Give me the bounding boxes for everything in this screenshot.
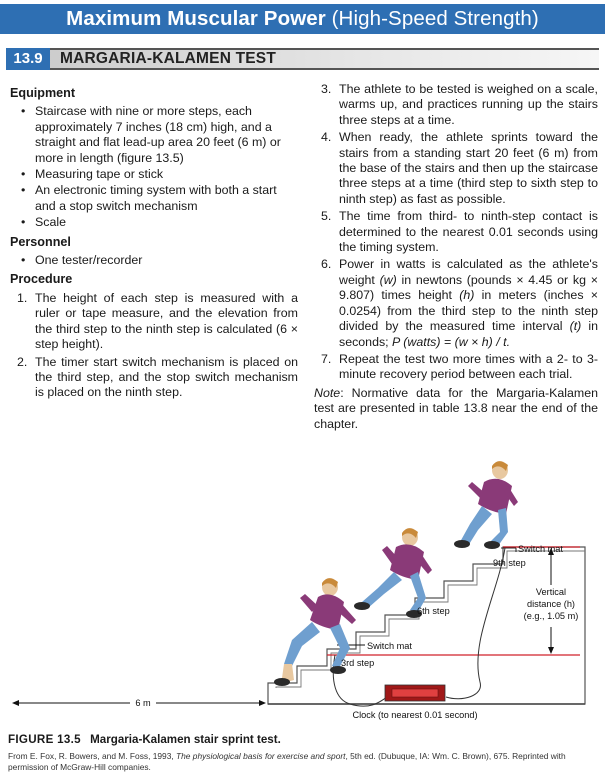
section-title: MARGARIA-KALAMEN TEST xyxy=(60,50,277,67)
personnel-list xyxy=(10,253,298,268)
label-3rd-step: 3rd step xyxy=(341,658,375,668)
stair-diagram xyxy=(0,452,605,722)
runner-figure-3 xyxy=(454,461,518,549)
personnel-item: • One tester/recorder xyxy=(10,253,298,268)
power-formula: P (watts) = (w × h) / t. xyxy=(392,334,511,349)
label-distance-h: distance (h) xyxy=(526,599,576,609)
procedure-step: 2. The timer start switch mechanism is placed on the third step, and the stop switch mechanism is placed on the ninth step. xyxy=(17,354,298,400)
procedure-heading: Procedure xyxy=(10,272,73,287)
label-6m: 6 m xyxy=(135,698,151,708)
label-switch-mat-bottom: Switch mat xyxy=(367,641,412,651)
procedure-list-left xyxy=(10,291,298,401)
figure-credit: From E. Fox, R. Bowers, and M. Foss, 1993, The physiological basis for exercise and sport, 5th ed. (Dubuque, IA: Wm. C. Brown), 675. Reprinted with permission of McGraw-Hill companies. xyxy=(8,751,566,772)
figure-caption xyxy=(8,733,598,746)
figure-13-5 xyxy=(0,452,605,722)
runner-figure-2 xyxy=(354,528,432,618)
equipment-item: • An electronic timing system with both a start and a stop switch mechanism xyxy=(10,183,298,214)
left-column xyxy=(10,82,298,403)
right-column xyxy=(314,82,598,432)
figure-label: FIGURE 13.5 xyxy=(8,733,81,746)
procedure-step: 1. The height of each step is measured with a ruler or tape measure, and the elevation from the third step to the ninth step is calculated (6 × step height). xyxy=(17,290,298,352)
figure-caption-text: Margaria-Kalamen stair sprint test. xyxy=(90,733,281,746)
chapter-title: Maximum Muscular Power xyxy=(66,7,326,30)
book-title: The physiological basis for exercise and sport xyxy=(176,751,346,761)
procedure-step: 3. The athlete to be tested is weighed on a scale, warms up, and practices running up the stairs three steps at a time. xyxy=(321,82,598,127)
label-6th-step: 6th step xyxy=(417,606,450,616)
section-number: 13.9 xyxy=(6,48,50,70)
equipment-list xyxy=(10,104,298,230)
label-example-distance: (e.g., 1.05 m) xyxy=(523,611,579,621)
equipment-item: • Measuring tape or stick xyxy=(10,167,298,182)
procedure-step: 4. When ready, the athlete sprints toward the stairs from a standing start 20 feet (6 m) from the base of the stairs and then up the staircase three steps at a time (third step to sixth step to ninth step) as fast as possible. xyxy=(321,130,598,206)
equipment-item: • Scale xyxy=(10,215,298,230)
label-switch-mat-top: Switch mat xyxy=(518,544,563,554)
equipment-item: • Staircase with nine or more steps, each approximately 7 inches (18 cm) high, and a straight and flat lead-up area 20 feet (6 m) or more in length (figure 13.5) xyxy=(10,104,298,166)
timer-clock xyxy=(385,685,445,701)
procedure-step: 7. Repeat the test two more times with a 2- to 3-minute recovery period between each trial. xyxy=(321,351,598,382)
equipment-heading: Equipment xyxy=(10,86,76,100)
label-clock: Clock (to nearest 0.01 second) xyxy=(352,710,478,720)
chapter-subtitle: (High-Speed Strength) xyxy=(331,7,539,30)
procedure-list-right xyxy=(314,82,598,383)
note-label: Note xyxy=(314,385,341,400)
label-9th-step: 9th step xyxy=(493,558,526,568)
procedure-step: 5. The time from third- to ninth-step contact is determined to the nearest 0.01 seconds using the timing system. xyxy=(321,209,598,255)
label-vertical: Vertical xyxy=(535,587,567,597)
personnel-heading: Personnel xyxy=(10,234,71,249)
section-header xyxy=(6,48,599,70)
note: Note: Normative data for the Margaria-Kalamen test are presented in table 13.8 near the end of the chapter. xyxy=(314,385,598,431)
chapter-banner xyxy=(0,4,605,34)
procedure-step: 6. Power in watts is calculated as the athlete's weight (w) in newtons (pounds × 4.45 or kg × 9.807) times height (h) in meters (inches × 0.0254) from the third step to the ninth step divided by the measured time interval (t) in seconds; P (watts) = (w × h) / t. xyxy=(321,257,598,349)
